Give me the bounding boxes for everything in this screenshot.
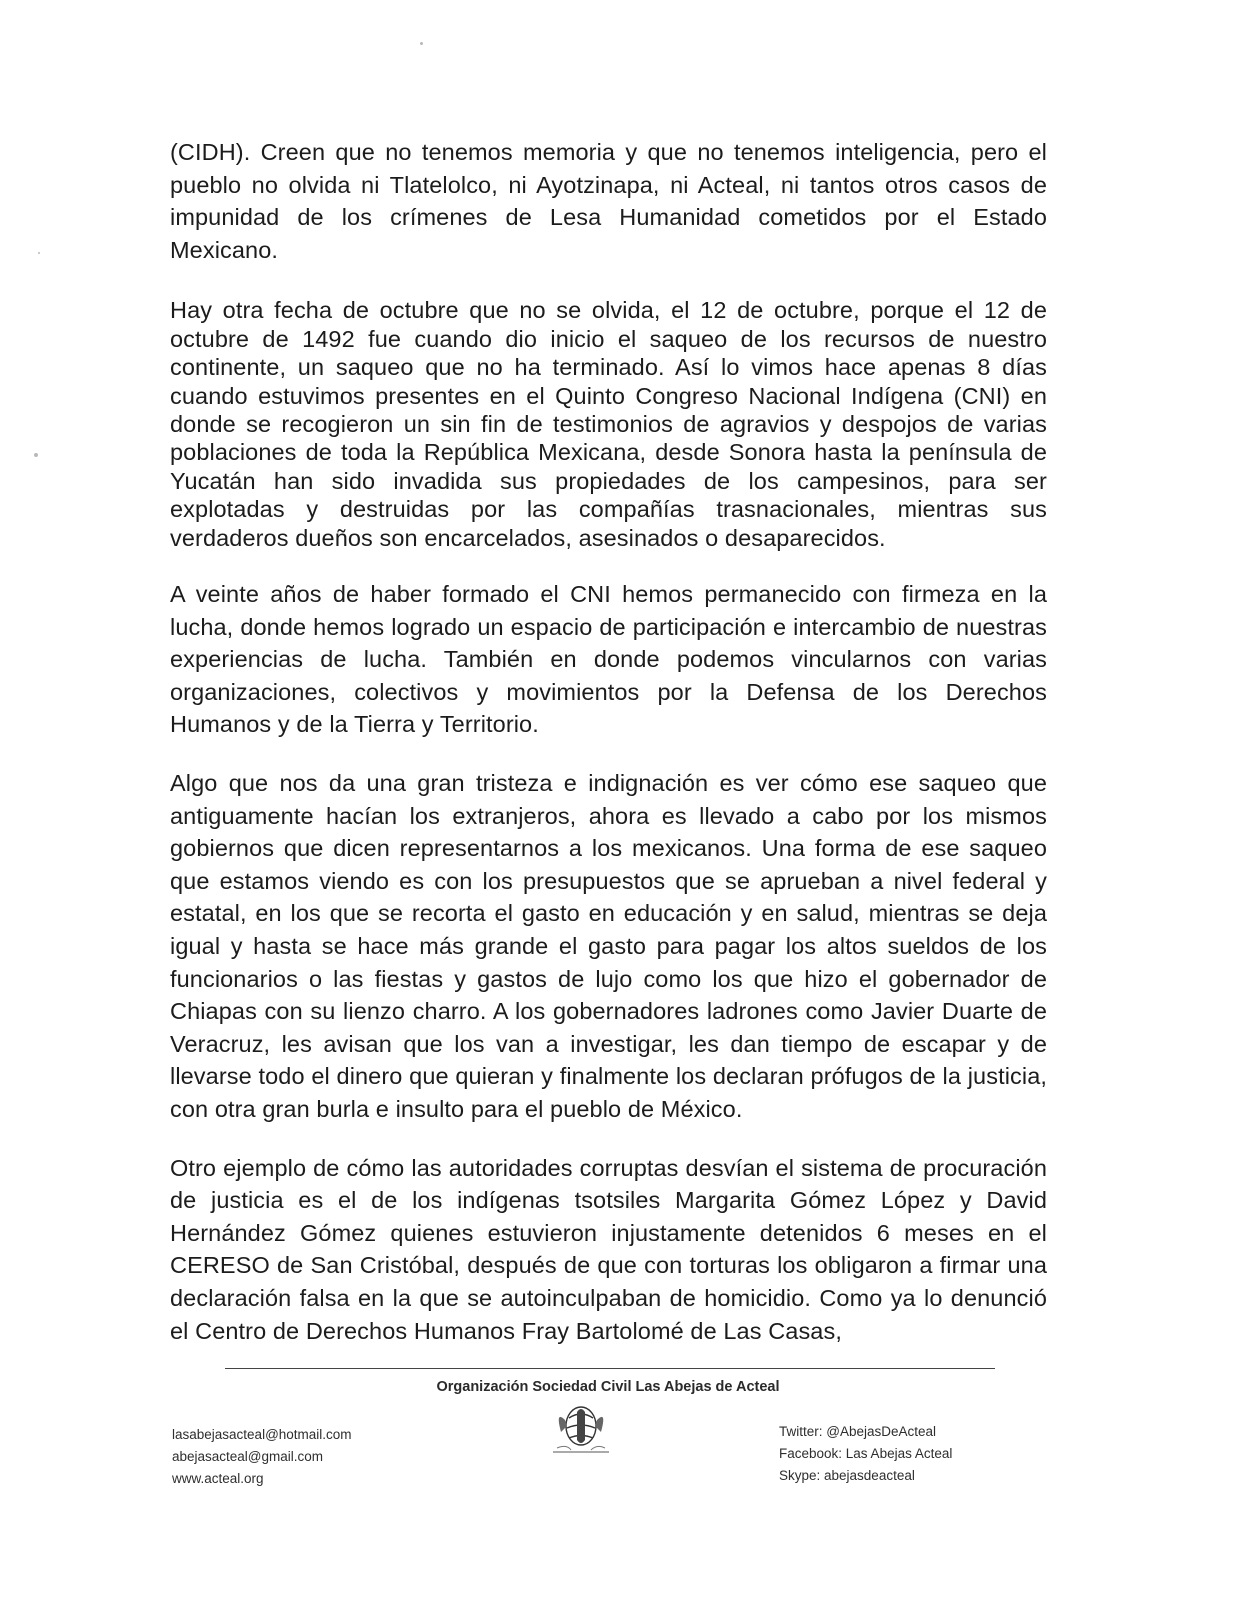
paragraph: A veinte años de haber formado el CNI hemos permanecido con firmeza en la lucha, donde hemos logrado un espacio de participación e intercambio de nuestras experiencias de lucha. También en donde podemos vincularnos con varias organizaciones, colectivos y movimientos por la Defensa de los Derechos Humanos y de la Tierra y Territorio. bbox=[170, 581, 1047, 738]
footer-contacts-right bbox=[779, 1421, 952, 1487]
email-link[interactable]: lasabejasacteal@hotmail.com bbox=[172, 1427, 352, 1442]
twitter-handle[interactable]: Twitter: @AbejasDeActeal bbox=[779, 1424, 937, 1439]
footer-contacts-left bbox=[172, 1424, 352, 1490]
paragraph: Otro ejemplo de cómo las autoridades corruptas desvían el sistema de procuración de justicia es el de los indígenas tsotsiles Margarita Gómez López y David Hernández Gómez quienes estuvieron injustamente detenidos 6 meses en el CERESO de San Cristóbal, después de que con torturas los obligaron a firmar una declaración falsa en la que se autoinculpaban de homicidio. Como ya lo denunció el Centro de Derechos Humanos Fray Bartolomé de Las Casas, bbox=[170, 1154, 1047, 1344]
website-link[interactable]: www.acteal.org bbox=[172, 1471, 264, 1486]
organization-name: Organización Sociedad Civil Las Abejas de Acteal bbox=[436, 1379, 780, 1395]
paragraph: Algo que nos da una gran tristeza e indignación es ver cómo ese saqueo que antiguamente hacían los extranjeros, ahora es llevado a cabo por los mismos gobiernos que dicen representarnos a los mexicanos. Una forma de ese saqueo que estamos viendo es con los presupuestos que se aprueban a nivel federal y estatal, en los que se recorta el gasto en educación y en salud, mientras se deja igual y hasta se hace más grande el gasto para pagar los altos sueldos de los funcionarios o las fiestas y gastos de lujo como los que hizo el gobernador de Chiapas con su lienzo charro. A los gobernadores ladrones como Javier Duarte de Veracruz, les avisan que los van a investigar, les dan tiempo de escapar y de llevarse todo el dinero que quieran y finalmente los declaran prófugos de la justicia, con otra gran burla e insulto para el pueblo de México. bbox=[170, 770, 1047, 1122]
bee-logo-icon bbox=[547, 1400, 615, 1462]
paragraph: (CIDH). Creen que no tenemos memoria y que no tenemos inteligencia, pero el pueblo no olvida ni Tlatelolco, ni Ayotzinapa, ni Acteal, ni tantos otros casos de impunidad de los crímenes de Lesa Humanidad cometidos por el Estado Mexicano. bbox=[170, 139, 1047, 263]
paragraph: Hay otra fecha de octubre que no se olvida, el 12 de octubre, porque el 12 de octubre de 1492 fue cuando dio inicio el saqueo de los recursos de nuestro continente, un saqueo que no ha terminado. Así lo vimos hace apenas 8 días cuando estuvimos presentes en el Quinto Congreso Nacional Indígena (CNI) en donde se recogieron un sin fin de testimonios de agravios y despojos de varias poblaciones de toda la República Mexicana, desde Sonora hasta la península de Yucatán han sido invadida sus propiedades de los campesinos, para ser explotadas y destruidas por las compañías trasnacionales, mientras sus verdaderos dueños son encarcelados, asesinados o desaparecidos. bbox=[170, 297, 1047, 551]
scan-speck bbox=[34, 453, 38, 457]
document-body bbox=[170, 136, 1047, 1347]
skype-handle[interactable]: Skype: abejasdeacteal bbox=[779, 1468, 915, 1483]
scan-speck bbox=[420, 42, 423, 45]
scan-speck bbox=[38, 252, 40, 254]
footer-divider bbox=[225, 1368, 995, 1369]
facebook-page[interactable]: Facebook: Las Abejas Acteal bbox=[779, 1446, 953, 1461]
email-link[interactable]: abejasacteal@gmail.com bbox=[172, 1449, 324, 1464]
